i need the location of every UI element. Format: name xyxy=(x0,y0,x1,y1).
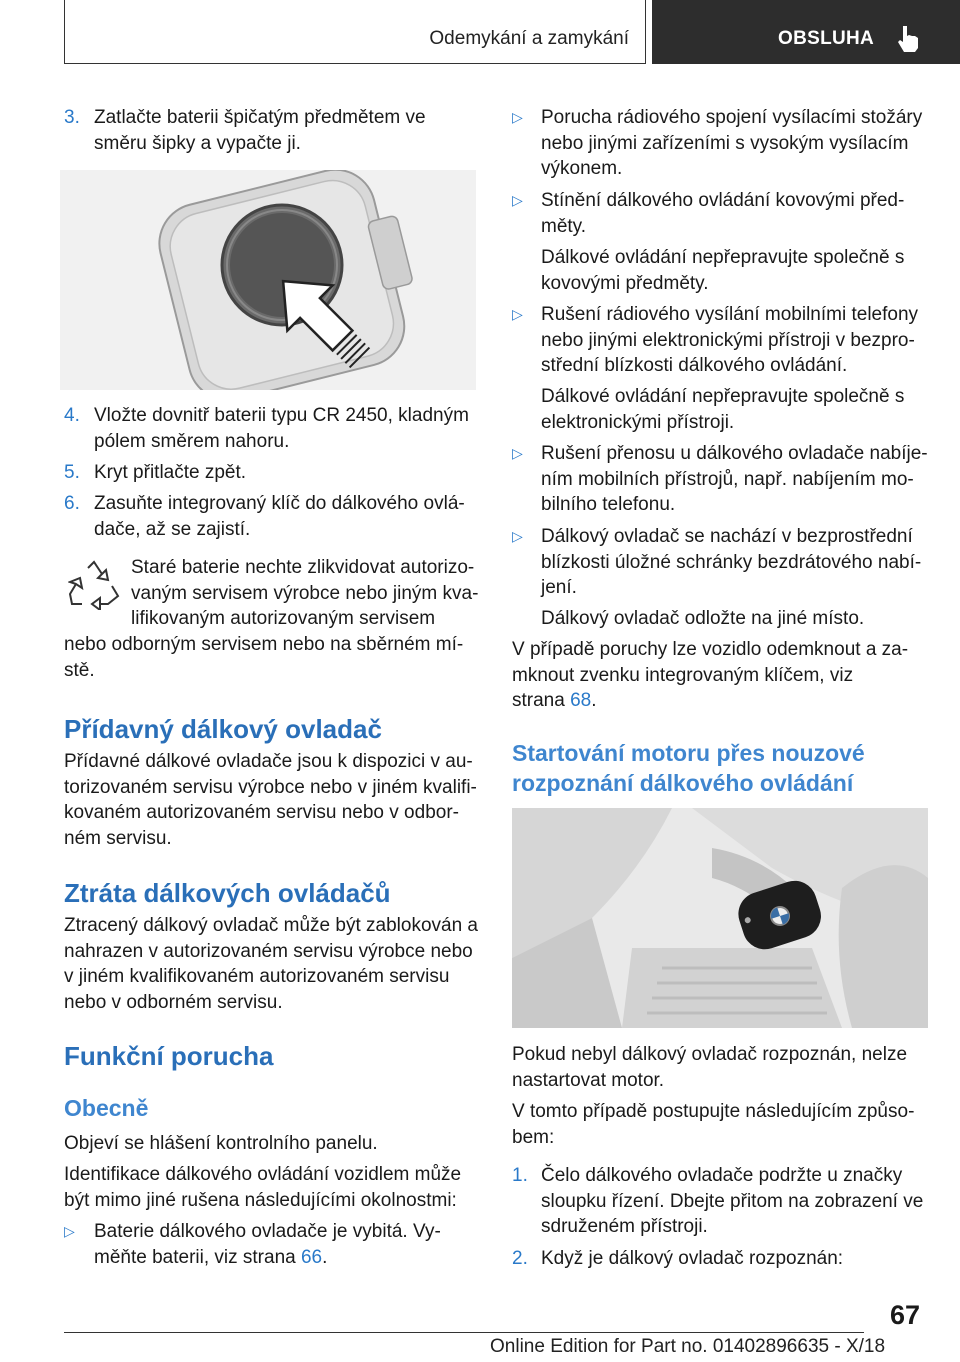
subheading-general: Obecně xyxy=(64,1095,149,1121)
bullet-wireless-note: Dálkový ovladač odložte na jiné místo. xyxy=(541,608,865,629)
heading-malfunction: Funkční porucha xyxy=(64,1041,274,1071)
key-battery-figure xyxy=(60,170,476,390)
lost-remote-text: Ztracený dálkový ovladač může být zablokován a nahrazen v autorizovaném servisu výrobce nebo v jiném kvalifikovaném autorizovaném servisu nebo v odborném servisu. xyxy=(64,915,478,1013)
extra-remote-text: Přídavné dálkové ovladače jsou k dispozici v au- torizovaném servisu výrobce nebo v jiném kvalifi- kovaném autorizovaném servisu nebo v odbor- ném servisu. xyxy=(64,751,477,849)
footer-divider xyxy=(64,1332,864,1333)
after-figure-p1: Pokud nebyl dálkový ovladač rozpoznán, nelze nastartovat motor. xyxy=(512,1044,908,1091)
page-link-68[interactable]: 68 xyxy=(570,690,592,711)
step-4-text: Vložte dovnitř baterii typu CR 2450, kladným pólem směrem nahoru. xyxy=(94,405,469,452)
page-link-66[interactable]: 66 xyxy=(300,1246,323,1268)
steering-column-figure xyxy=(512,808,928,1028)
bullet-triangle-icon: ▷ xyxy=(512,192,523,208)
fallback-paragraph: V případě poruchy lze vozidlo odemknout a za- mknout zvenku integrovaným klíčem, viz strana 68. xyxy=(512,639,909,711)
heading-extra-remote: Přídavný dálkový ovladač xyxy=(64,714,382,744)
bullet-triangle-icon: ▷ xyxy=(512,445,523,461)
bullet-wireless-tray: Dálkový ovladač se nachází v bezprostřední blízkosti úložné schránky bezdrátového nabí- jení. xyxy=(541,526,922,598)
bullet-triangle-icon: ▷ xyxy=(64,1223,75,1239)
bullet-charging: Rušení přenosu u dálkového ovladače nabíje- ním mobilních přístrojů, např. nabíjením mo- bilního telefonu. xyxy=(541,443,928,515)
step-5-num: 5. xyxy=(64,462,80,483)
bullet-radio-towers: Porucha rádiového spojení vysílacími stožáry nebo jinými zařízeními s vysokým vysílacím výkonem. xyxy=(541,107,923,179)
heading-emergency-start: Startování motoru přes nouzové rozpoznání dálkového ovládání xyxy=(512,740,865,796)
footer-edition: Online Edition for Part no. 01402896635 - X/18 xyxy=(490,1336,886,1357)
step-5-text: Kryt přitlačte zpět. xyxy=(94,462,247,483)
bullet-metal-shielding: Stínění dálkového ovládání kovovými před- měty. xyxy=(541,190,905,237)
bullet-triangle-icon: ▷ xyxy=(512,528,523,544)
bullet-triangle-icon: ▷ xyxy=(512,109,523,125)
key-battery-illustration xyxy=(60,170,476,390)
step-4-num: 4. xyxy=(64,405,80,426)
header-section-box xyxy=(652,0,960,64)
bullet-triangle-icon: ▷ xyxy=(512,306,523,322)
page-number: 67 xyxy=(889,1300,920,1330)
after-figure-p2: V tomto případě postupujte následujícím způso- bem: xyxy=(512,1101,915,1148)
header-chapter-box xyxy=(64,0,646,64)
step-3-text: Zatlačte baterii špičatým předmětem ve směru šipky a vypačte ji. xyxy=(94,107,426,154)
step-1-text: Čelo dálkového ovladače podržte u značky sloupku řízení. Dbejte přitom na zobrazení ve sdruženém přístroji. xyxy=(541,1165,924,1237)
malfunction-p1: Objeví se hlášení kontrolního panelu. xyxy=(64,1133,378,1154)
step-2-text: Když je dálkový ovladač rozpoznán: xyxy=(541,1248,844,1269)
step-1-num: 1. xyxy=(512,1165,528,1186)
recycle-note-cont: nebo odborným servisem nebo na sběrném mí- stě. xyxy=(64,634,464,681)
chapter-title: Odemykání a zamykání xyxy=(429,28,629,49)
recycle-icon xyxy=(68,560,120,610)
malfunction-p2: Identifikace dálkového ovládání vozidlem může být mimo jiné rušena následujícími okolnostmi: xyxy=(64,1164,462,1211)
step-3: 3. xyxy=(64,107,80,128)
bullet-mobile-interference: Rušení rádiového vysílání mobilními telefony nebo jinými elektronickými přístroji v bezpro- střední blízkosti dálkového ovládání. xyxy=(541,304,919,376)
step-6-num: 6. xyxy=(64,493,80,514)
hand-pointer-icon xyxy=(894,22,922,54)
heading-lost-remote: Ztráta dálkových ovládačů xyxy=(64,878,391,908)
bullet-mobile-note: Dálkové ovládání nepřepravujte společně s elektronickými přístroji. xyxy=(541,386,905,433)
bullet-battery: Baterie dálkového ovladače je vybitá. Vy- měňte baterii, viz strana 66. xyxy=(94,1221,441,1268)
recycle-note-indented: Staré baterie nechte zlikvidovat autorizo- vaným servisem výrobce nebo jiným kva- lifikovaným autorizovaným servisem xyxy=(131,557,479,629)
steering-column-illustration xyxy=(512,808,928,1028)
step-2-num: 2. xyxy=(512,1248,528,1269)
step-6-text: Zasuňte integrovaný klíč do dálkového ovlá- dače, až se zajistí. xyxy=(94,493,465,540)
section-label: OBSLUHA xyxy=(778,28,875,49)
bullet-metal-note: Dálkové ovládání nepřepravujte společně s kovovými předměty. xyxy=(541,247,905,294)
